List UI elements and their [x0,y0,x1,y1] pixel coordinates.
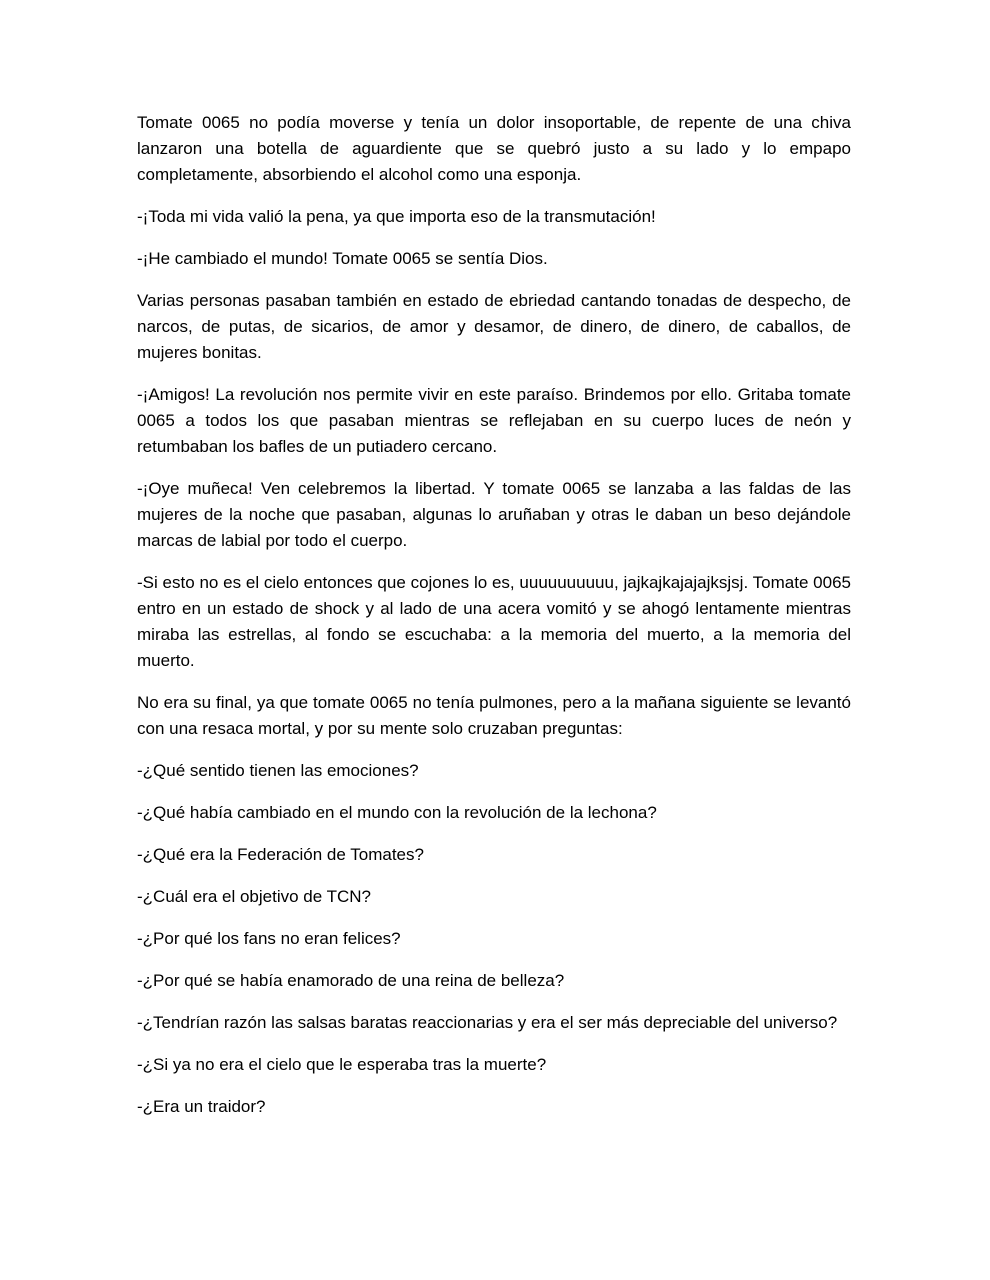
paragraph-narrative-3: No era su final, ya que tomate 0065 no tenía pulmones, pero a la mañana siguiente se levantó con una resaca mortal, y por su mente solo cruzaban preguntas: [137,693,851,738]
paragraph-question-1: -¿Qué sentido tienen las emociones? [137,761,419,780]
paragraph-question-5: -¿Por qué los fans no eran felices? [137,929,401,948]
paragraph-question-9: -¿Era un traidor? [137,1097,266,1116]
paragraph-dialogue-5: -Si esto no es el cielo entonces que cojones lo es, uuuuuuuuuu, jajkajkajajajksjsj. Tomate 0065 entro en un estado de shock y al lado de una acera vomitó y se ahogó lentamente mientras miraba las estrellas, al fondo se escuchaba: a la memoria del muerto, a la memoria del muerto. [137,573,851,670]
paragraph-question-3: -¿Qué era la Federación de Tomates? [137,845,424,864]
paragraph-dialogue-3: -¡Amigos! La revolución nos permite vivir en este paraíso. Brindemos por ello. Gritaba tomate 0065 a todos los que pasaban mientras se reflejaban en su cuerpo luces de neón y retumbaban los bafles de un putiadero cercano. [137,385,851,456]
paragraph-question-2: -¿Qué había cambiado en el mundo con la revolución de la lechona? [137,803,657,822]
paragraph-dialogue-1: -¡Toda mi vida valió la pena, ya que importa eso de la transmutación! [137,207,656,226]
paragraph-question-8: -¿Si ya no era el cielo que le esperaba tras la muerte? [137,1055,547,1074]
paragraph-question-4: -¿Cuál era el objetivo de TCN? [137,887,372,906]
paragraph-narrative-1: Tomate 0065 no podía moverse y tenía un dolor insoportable, de repente de una chiva lanzaron una botella de aguardiente que se quebró justo a su lado y lo empapo completamente, absorbiendo el alcohol como una esponja. [137,113,851,184]
document-text-block [137,110,851,1136]
paragraph-dialogue-2: -¡He cambiado el mundo! Tomate 0065 se sentía Dios. [137,249,548,268]
paragraph-narrative-2: Varias personas pasaban también en estado de ebriedad cantando tonadas de despecho, de narcos, de putas, de sicarios, de amor y desamor, de dinero, de dinero, de caballos, de mujeres bonitas. [137,291,851,362]
paragraph-question-7: -¿Tendrían razón las salsas baratas reaccionarias y era el ser más depreciable del universo? [137,1013,838,1032]
paragraph-dialogue-4: -¡Oye muñeca! Ven celebremos la libertad. Y tomate 0065 se lanzaba a las faldas de las mujeres de la noche que pasaban, algunas lo aruñaban y otras le daban un beso dejándole marcas de labial por todo el cuerpo. [137,479,851,550]
paragraph-question-6: -¿Por qué se había enamorado de una reina de belleza? [137,971,565,990]
